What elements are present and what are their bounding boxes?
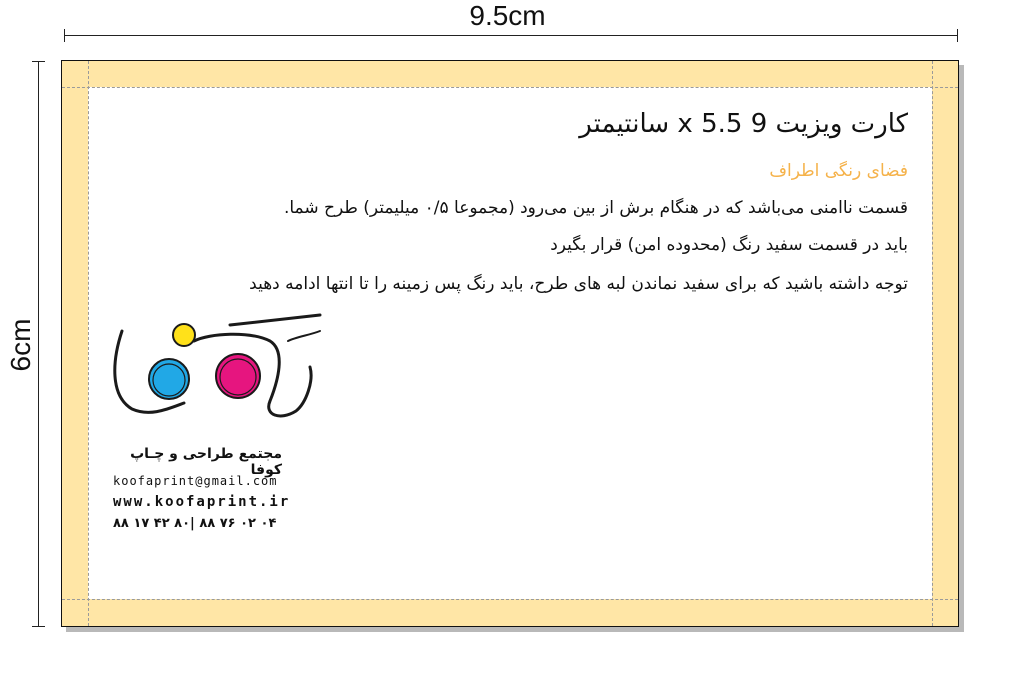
logo-yellow-dot	[173, 324, 195, 346]
width-dimension-line	[64, 35, 958, 36]
logo-accent-stroke	[288, 331, 320, 341]
instruction-line-2: باید در قسمت سفید رنگ (محدوده امن) قرار بگیرد	[550, 235, 908, 255]
koofa-logo-icon	[110, 311, 330, 441]
company-website: www.koofaprint.ir	[113, 494, 291, 510]
cut-line-right	[932, 61, 933, 626]
bleed-area-label: فضای رنگی اطراف	[769, 161, 908, 181]
business-card	[61, 60, 959, 627]
company-name: مجتمع طراحی و چـاپ کوفا	[130, 446, 282, 478]
cut-line-left	[88, 61, 89, 626]
instruction-line-1: قسمت ناامنی می‌باشد که در هنگام برش از بین می‌رود (مجموعا ۰/۵ میلیمتر) طرح شما.	[283, 198, 908, 218]
cut-line-top	[62, 87, 958, 88]
height-dimension-tick-bottom	[32, 626, 45, 627]
height-dimension-line	[38, 61, 39, 626]
logo-top-stroke	[230, 315, 320, 325]
instruction-line-3: توجه داشته باشید که برای سفید نماندن لبه های طرح، باید رنگ پس زمینه را تا انتها ادامه دهید	[249, 274, 908, 294]
card-title: کارت ویزیت 9 x 5.5 سانتیمتر	[579, 109, 908, 139]
logo-cyan-circle	[149, 359, 189, 399]
company-email: koofaprint@gmail.com	[113, 474, 278, 488]
width-dimension-tick-right	[957, 29, 958, 42]
width-dimension-label: 9.5cm	[469, 0, 546, 31]
logo-magenta-circle	[216, 354, 260, 398]
company-phones: ۸۸ ۱۷ ۴۲ ۸۰| ۸۸ ۷۶ ۰۲ ۰۴	[113, 516, 277, 531]
cut-line-bottom	[62, 599, 958, 600]
height-dimension-label: 6cm	[5, 318, 36, 372]
height-dimension-tick-top	[32, 61, 45, 62]
width-dimension-tick-left	[64, 29, 65, 42]
